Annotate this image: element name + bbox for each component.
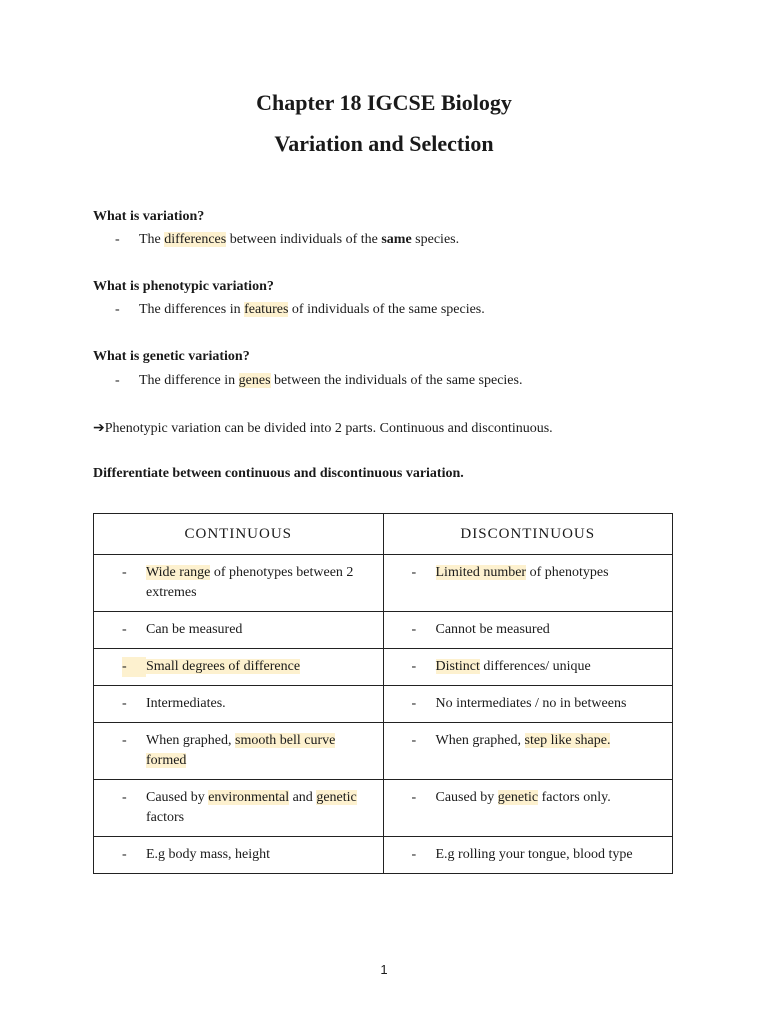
cell-text-part: factors <box>146 810 185 825</box>
table-row <box>94 837 673 874</box>
table-cell-discontinuous <box>383 686 673 723</box>
bullet-dash: - <box>115 373 120 388</box>
table-cell-discontinuous <box>383 723 673 780</box>
note-phenotypic-parts: ➔Phenotypic variation can be divided into 2 parts. Continuous and discontinuous. <box>93 421 553 436</box>
bullet-dash: - <box>411 790 417 805</box>
bullet-dash: - <box>411 847 417 862</box>
table-cell-discontinuous <box>383 612 673 649</box>
cell-text-part: of phenotypes <box>526 565 609 580</box>
differentiate-heading: Differentiate between continuous and discontinuous variation. <box>93 466 464 481</box>
cell-text: E.g rolling your tongue, blood type <box>435 847 633 862</box>
cell-text <box>146 657 300 677</box>
bullet-dash: - <box>122 790 127 805</box>
cell-text <box>146 563 371 603</box>
cell-text-part: Caused by <box>435 790 498 805</box>
bold-term: same <box>381 232 412 247</box>
page-number: 1 <box>380 962 388 977</box>
highlighted-term: genetic <box>316 790 357 805</box>
cell-text-part: factors only. <box>538 790 611 805</box>
cell-text <box>436 657 591 677</box>
cell-text-part: and <box>289 790 317 805</box>
highlighted-term: Limited number <box>435 565 527 580</box>
bullet-dash: - <box>115 302 120 317</box>
highlighted-term: differences <box>164 232 227 247</box>
answer-text: The difference in <box>139 373 239 388</box>
highlighted-term: genes <box>238 373 271 388</box>
table-cell-discontinuous <box>383 649 673 686</box>
highlighted-term: smooth bell curve formed <box>146 733 336 768</box>
bullet-dash: - <box>411 565 417 580</box>
table-cell-continuous <box>94 780 384 837</box>
bullet-dash: - <box>115 232 120 247</box>
table-cell-continuous <box>94 723 384 780</box>
table-row <box>94 686 673 723</box>
table-row <box>94 649 673 686</box>
answer-text: between individuals of the <box>226 232 382 247</box>
table-row <box>94 555 673 612</box>
question-variation: What is variation? <box>93 209 205 224</box>
table-cell-discontinuous <box>383 555 673 612</box>
cell-text-part: When graphed, <box>435 733 525 748</box>
table-cell-continuous <box>94 837 384 874</box>
cell-text <box>436 731 611 751</box>
cell-text: E.g body mass, height <box>146 847 271 862</box>
bullet-dash: - <box>411 659 417 674</box>
cell-text <box>436 788 611 808</box>
comparison-table <box>93 513 673 874</box>
answer-variation <box>115 232 459 248</box>
cell-text-part: of phenotypes between 2 extremes <box>146 565 354 600</box>
table-header-row <box>94 514 673 555</box>
table-cell-continuous <box>94 555 384 612</box>
table-row <box>94 723 673 780</box>
cell-text: Can be measured <box>146 622 243 637</box>
table-cell-continuous <box>94 612 384 649</box>
page-title: Chapter 18 IGCSE Biology <box>256 90 512 115</box>
answer-genetic-variation <box>115 373 522 389</box>
answer-text: species. <box>411 232 460 247</box>
cell-text-part: differences/ unique <box>479 659 591 674</box>
table-cell-discontinuous <box>383 837 673 874</box>
answer-phenotypic-variation <box>115 302 485 318</box>
answer-text: The differences in <box>139 302 245 317</box>
table-row <box>94 780 673 837</box>
cell-text: Cannot be measured <box>435 622 550 637</box>
page-subtitle: Variation and Selection <box>274 131 494 156</box>
cell-text <box>146 731 371 771</box>
header-continuous: CONTINUOUS <box>94 514 384 555</box>
table-cell-discontinuous <box>383 780 673 837</box>
cell-text <box>146 788 371 828</box>
highlighted-term: Wide range <box>146 565 211 580</box>
highlighted-term: Small degrees of difference <box>146 659 301 674</box>
highlighted-term: environmental <box>208 790 290 805</box>
bullet-dash: - <box>122 657 146 677</box>
highlighted-term: step like shape. <box>524 733 611 748</box>
bullet-dash: - <box>411 696 417 711</box>
question-phenotypic-variation: What is phenotypic variation? <box>93 279 274 294</box>
cell-text: Intermediates. <box>146 696 226 711</box>
answer-text: of individuals of the same species. <box>288 302 485 317</box>
answer-text: between the individuals of the same species. <box>270 373 523 388</box>
header-discontinuous: DISCONTINUOUS <box>383 514 673 555</box>
bullet-dash: - <box>122 565 127 580</box>
question-genetic-variation: What is genetic variation? <box>93 349 250 364</box>
table-row <box>94 612 673 649</box>
bullet-dash: - <box>411 733 417 748</box>
bullet-dash: - <box>122 847 127 862</box>
cell-text-part: Caused by <box>146 790 209 805</box>
cell-text: No intermediates / no in betweens <box>435 696 627 711</box>
bullet-dash: - <box>122 696 127 711</box>
highlighted-term: genetic <box>497 790 539 805</box>
table-cell-continuous <box>94 686 384 723</box>
bullet-dash: - <box>122 622 127 637</box>
bullet-dash: - <box>122 733 127 748</box>
cell-text-part: When graphed, <box>146 733 236 748</box>
bullet-dash: - <box>411 622 417 637</box>
table-cell-continuous <box>94 649 384 686</box>
answer-text: The <box>139 232 165 247</box>
highlighted-term: Distinct <box>435 659 480 674</box>
highlighted-term: features <box>244 302 289 317</box>
cell-text <box>436 563 609 583</box>
